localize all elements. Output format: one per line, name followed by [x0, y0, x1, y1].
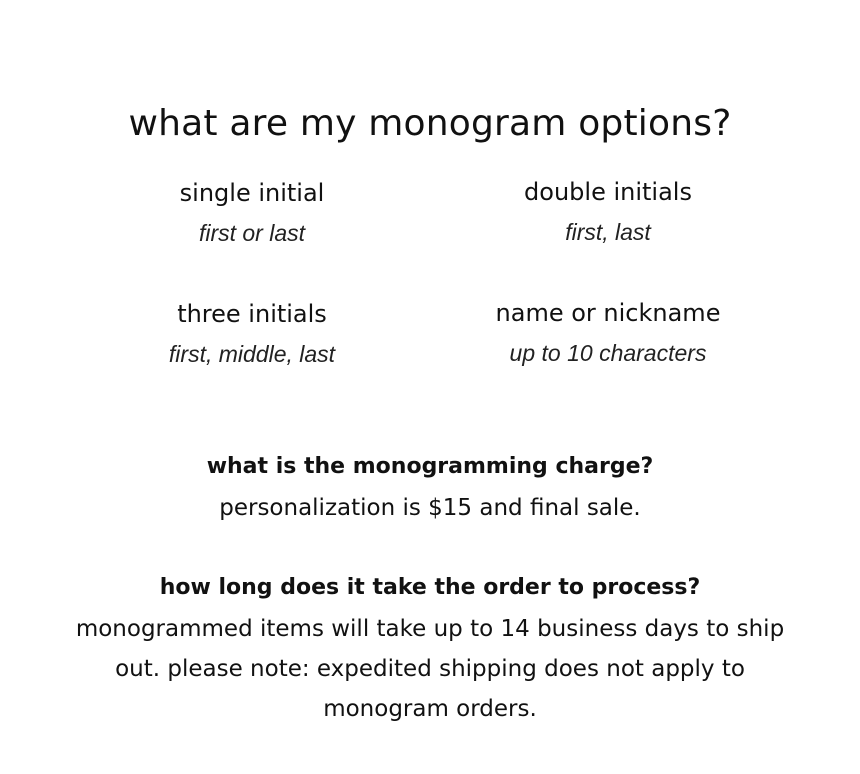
- faq-answer: personalization is $15 and final sale.: [219, 495, 641, 521]
- option-title: single initial: [179, 179, 325, 207]
- faq-monogram-charge: [0, 452, 860, 528]
- faq-question: how long does it take the order to process?: [159, 575, 701, 600]
- faq-processing-time: [0, 573, 860, 729]
- option-description: first, middle, last: [168, 341, 336, 367]
- option-description: first or last: [198, 220, 306, 246]
- option-title: three initials: [177, 300, 327, 328]
- option-double-initials: [458, 177, 758, 247]
- option-description: up to 10 characters: [509, 340, 707, 366]
- option-description: first, last: [565, 219, 651, 245]
- option-single-initial: [102, 178, 402, 248]
- faq-question: what is the monogramming charge?: [206, 454, 654, 479]
- option-title: name or nickname: [495, 299, 721, 327]
- option-three-initials: [102, 299, 402, 369]
- page-title: what are my monogram options?: [128, 103, 732, 145]
- faq-answer: monogrammed items will take up to 14 business days to ship out. please note: expedited shipping does not apply to monogram orders.: [75, 616, 785, 722]
- option-name-or-nickname: [458, 298, 758, 368]
- option-title: double initials: [524, 178, 692, 206]
